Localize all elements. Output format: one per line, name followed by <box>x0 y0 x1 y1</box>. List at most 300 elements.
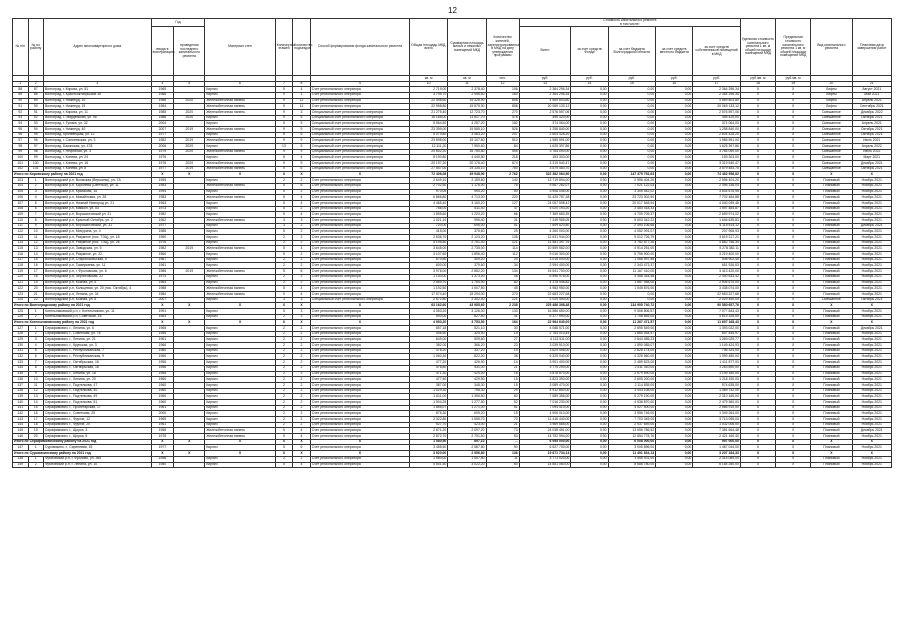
table-cell: 0,00 <box>656 439 693 445</box>
table-cell: Кирпич <box>205 314 275 320</box>
table-cell: Волгоград, г. Нижнеуд. 40 <box>44 126 152 132</box>
table-cell: Серафимович, г., Фрунзе, 12 <box>44 417 152 423</box>
table-cell: X <box>740 314 775 320</box>
table-cell: 0,00 <box>656 434 693 440</box>
table-cell: 2 937 659,00 <box>608 422 656 428</box>
table-cell: Кирпич <box>205 308 275 314</box>
table-cell: Волгоградский р-н, Ворошиловский, ул. 31 <box>44 223 152 229</box>
table-cell: 2 <box>275 371 293 377</box>
table-cell: 1 080,50 <box>410 439 448 445</box>
table-cell: 3 <box>28 189 44 195</box>
table-cell: 0,00 <box>608 144 656 150</box>
table-cell: 2 <box>293 331 311 337</box>
table-cell: 23 399,00 <box>410 126 448 132</box>
table-cell: 3 920,00 <box>410 451 448 457</box>
table-cell: 2 <box>275 422 293 428</box>
table-cell: X <box>776 115 811 121</box>
table-cell: 0,00 <box>656 451 693 457</box>
table-cell: 14 752 994,00 <box>519 434 571 440</box>
table-cell: 95 <box>13 126 29 132</box>
table-cell: Ноябрь 2021 <box>852 360 891 366</box>
table-cell: Смешанное <box>811 161 852 167</box>
table-cell: Специальный счет регионального оператора <box>310 109 409 115</box>
table-cell: 0,00 <box>571 314 608 320</box>
table-cell: 2 479 360,00 <box>693 399 741 405</box>
table-cell: 127 <box>13 326 29 332</box>
table-cell: 9 <box>275 92 293 98</box>
table-cell: 38 <box>486 354 519 360</box>
header-number-21: 21 <box>852 81 891 87</box>
table-cell: X <box>740 365 775 371</box>
table-cell: 88 <box>28 92 44 98</box>
table-cell: 1988 <box>151 115 174 121</box>
table-cell: 0,00 <box>571 104 608 110</box>
table-cell: Плановый <box>811 189 852 195</box>
table-cell: 1 758 665,00 <box>608 314 656 320</box>
table-cell: Кирпич <box>205 252 275 258</box>
table-cell: Ноябрь 2021 <box>852 178 891 184</box>
table-cell: 1982 <box>151 138 174 144</box>
table-cell: 22 958,80 <box>410 104 448 110</box>
table-cell: X <box>293 451 311 457</box>
table-cell: 0,00 <box>571 303 608 309</box>
table-cell: 0,00 <box>608 126 656 132</box>
table-cell: 5 <box>275 189 293 195</box>
table-cell: 0,00 <box>571 377 608 383</box>
table-cell: 20 069 133,12 <box>519 104 571 110</box>
table-cell: X <box>776 240 811 246</box>
table-cell: Плановый <box>811 223 852 229</box>
header-col-13: Всего <box>519 27 571 76</box>
table-cell <box>174 462 205 468</box>
table-cell: 1 895,60 <box>410 212 448 218</box>
table-cell: 2020 <box>174 115 205 121</box>
table-cell: X <box>740 92 775 98</box>
table-cell: 9 <box>275 126 293 132</box>
table-cell: 766,00 <box>410 206 448 212</box>
table-cell: 2 636,70 <box>410 235 448 241</box>
table-cell: 4 669 803,80 <box>693 98 741 104</box>
table-cell: Волгоград, г. Кирова, ул. 11 <box>44 109 152 115</box>
table-cell: 0,00 <box>608 297 656 303</box>
table-cell: 89 <box>28 98 44 104</box>
table-cell: 6 <box>293 183 311 189</box>
table-cell: Волгоград, г. Нефтяная, ул. 3 <box>44 149 152 155</box>
table-cell: Волгоградский р-н, Кольцевая, ул. 20 (пос. Октябрь), 4 <box>44 286 152 292</box>
table-cell: 0,00 <box>571 371 608 377</box>
header-number-4: 4 <box>151 81 174 87</box>
table-cell: 11 <box>486 456 519 462</box>
table-cell: 24 038 451,00 <box>519 428 571 434</box>
table-cell: 2 <box>293 263 311 269</box>
table-cell: 2 <box>275 263 293 269</box>
table-cell: 142 <box>13 411 29 417</box>
table-cell: 2 <box>275 354 293 360</box>
table-cell: 7 094 410,00 <box>519 405 571 411</box>
header-col-3: Адрес многоквартирного дома <box>44 19 152 76</box>
table-cell: 4 <box>293 212 311 218</box>
table-cell: X <box>776 297 811 303</box>
table-cell: Плановый <box>811 183 852 189</box>
header-number-12: 12 <box>486 81 519 87</box>
table-cell: 27 <box>486 337 519 343</box>
table-cell: 1 218 190,00 <box>693 377 741 383</box>
table-cell: 90 <box>13 98 29 104</box>
table-cell: 17 <box>28 417 44 423</box>
table-cell: 2 <box>293 382 311 388</box>
table-cell: Счет регионального оператора <box>310 98 409 104</box>
table-cell: 2 <box>275 240 293 246</box>
table-cell: Ноябрь 2021 <box>852 217 891 223</box>
table-cell: Ноябрь 2021 <box>852 434 891 440</box>
table-cell: 595 <box>486 149 519 155</box>
table-cell: X <box>205 303 275 309</box>
header-col-15: за счет бюджета Волгоградской области <box>608 27 656 76</box>
table-cell: X <box>740 212 775 218</box>
table-cell: 15 <box>28 257 44 263</box>
header-col-18: Удельная стоимость капитального ремонта 1 кв. м общей площади помещений МКД <box>740 19 775 76</box>
table-cell: 2 364 296,34 <box>519 92 571 98</box>
table-cell: 0,00 <box>656 240 693 246</box>
table-cell: 796 324,00 <box>693 348 741 354</box>
table-cell: X <box>776 104 811 110</box>
table-cell: 1 021,10 <box>410 217 448 223</box>
table-cell: Плановый <box>811 252 852 258</box>
header-col-20: Вид капитального ремонта <box>811 19 852 76</box>
table-cell: 7 016 230,00 <box>519 399 571 405</box>
table-cell: 0,00 <box>608 132 656 138</box>
table-cell: 4 052 091,07 <box>608 229 656 235</box>
table-cell: 3 976,00 <box>410 269 448 275</box>
table-cell: Апрель 2021 <box>852 121 891 127</box>
table-cell: Кирпич <box>205 121 275 127</box>
table-cell: X <box>776 132 811 138</box>
table-cell: 720,00 <box>410 223 448 229</box>
table-cell: 0,00 <box>656 87 693 93</box>
table-cell: 9 012 726,79 <box>608 235 656 241</box>
table-cell: 0,00 <box>656 417 693 423</box>
table-cell: 2 <box>275 405 293 411</box>
table-cell: 0,00 <box>656 280 693 286</box>
table-cell: Счет регионального оператора <box>310 422 409 428</box>
table-cell: 2 671,20 <box>410 428 448 434</box>
table-cell: Счет регионального оператора <box>310 291 409 297</box>
table-cell: Ноябрь 2021 <box>852 274 891 280</box>
table-cell: 3 <box>275 223 293 229</box>
table-cell: 0,00 <box>656 411 693 417</box>
table-cell: Апрель 2021 <box>852 98 891 104</box>
table-cell: 1965 <box>151 87 174 93</box>
table-cell: X <box>776 343 811 349</box>
table-cell: 0,00 <box>571 382 608 388</box>
table-cell: 1 985 591,00 <box>519 138 571 144</box>
table-cell: X <box>776 223 811 229</box>
table-cell: 50 <box>486 189 519 195</box>
table-cell: 1961 <box>151 422 174 428</box>
table-cell: 109 <box>13 212 29 218</box>
table-cell: 2 <box>293 280 311 286</box>
table-cell: Счет регионального оператора <box>310 240 409 246</box>
table-cell: 1958 <box>151 428 174 434</box>
table-cell: Серафимович, г., Щорса, 3 <box>44 428 152 434</box>
table-cell: 4 914 251,00 <box>608 246 656 252</box>
table-cell: 1961 <box>151 263 174 269</box>
table-cell: 4 <box>293 291 311 297</box>
table-cell: X <box>174 451 205 457</box>
table-cell: Счет регионального оператора <box>310 417 409 423</box>
table-cell: 7 589 355,00 <box>519 394 571 400</box>
table-cell: 51 <box>486 405 519 411</box>
table-cell: 5 <box>275 183 293 189</box>
table-cell: Плановый <box>811 235 852 241</box>
table-cell: 0,00 <box>571 365 608 371</box>
table-cell: 0,00 <box>656 200 693 206</box>
table-cell: Серафимович, г., Республиканская, 7 <box>44 348 152 354</box>
table-cell: 5 <box>275 246 293 252</box>
table-cell: Смешанное <box>811 149 852 155</box>
table-cell: 5 <box>28 348 44 354</box>
table-cell: 3 443 108,00 <box>608 388 656 394</box>
table-cell: 60 <box>486 394 519 400</box>
table-cell: 0,00 <box>571 126 608 132</box>
table-cell: Плановый <box>811 399 852 405</box>
table-cell: Лифты <box>811 104 852 110</box>
table-cell: 131 <box>13 348 29 354</box>
table-cell: 2 <box>275 417 293 423</box>
table-cell: 1960 <box>151 388 174 394</box>
table-cell: 1985 <box>151 269 174 275</box>
table-cell: 2 956,80 <box>448 451 486 457</box>
table-cell: 9 567 282,07 <box>519 183 571 189</box>
table-cell: 2 <box>293 229 311 235</box>
table-cell: 207 <box>486 132 519 138</box>
table-cell: 1959 <box>151 178 174 184</box>
table-cell: Счет регионального оператора <box>310 274 409 280</box>
table-cell: 997 000,00 <box>693 439 741 445</box>
table-cell: Волгоград, г. Тулака, ул. 32 <box>44 121 152 127</box>
table-cell: Декабрь 2022 <box>852 109 891 115</box>
table-cell: Железобетонная панель <box>205 126 275 132</box>
table-cell: 0,00 <box>656 360 693 366</box>
table-cell: 12 <box>28 240 44 246</box>
table-cell: 2 <box>293 189 311 195</box>
table-cell: X <box>776 172 811 178</box>
table-cell: 16 <box>486 371 519 377</box>
table-cell: X <box>310 320 409 326</box>
table-cell: 5 <box>275 132 293 138</box>
table-cell: 97 <box>13 138 29 144</box>
table-cell: Кирпич <box>205 132 275 138</box>
table-cell: 10 <box>28 229 44 235</box>
table-cell: 3 039 510,00 <box>519 343 571 349</box>
table-cell: 2 <box>293 405 311 411</box>
table-cell: 5 <box>293 115 311 121</box>
table-cell: Счет регионального оператора <box>310 456 409 462</box>
table-cell: 6 377 990,00 <box>519 314 571 320</box>
table-cell: 0,00 <box>656 428 693 434</box>
table-cell: 72 406,08 <box>410 172 448 178</box>
table-cell: 478 <box>486 115 519 121</box>
table-cell: X <box>205 451 275 457</box>
table-cell: 4 356 344,58 <box>608 274 656 280</box>
table-cell: 4 053,20 <box>410 308 448 314</box>
table-cell: 4 <box>293 434 311 440</box>
table-cell: Кирпич <box>205 445 275 451</box>
table-cell: 4 195,80 <box>410 240 448 246</box>
table-cell: 96 <box>28 138 44 144</box>
table-cell: 0,00 <box>656 161 693 167</box>
table-cell: 34 <box>486 263 519 269</box>
table-cell: Волгоградский р-н, Черниговская, 22 <box>44 274 152 280</box>
table-cell: Плановый <box>811 200 852 206</box>
table-cell: 148 <box>13 456 29 462</box>
table-cell: 135 <box>13 371 29 377</box>
table-cell: Октябрь 2021 <box>852 126 891 132</box>
table-cell: Волгоградский р-н, Мичурина, ул. 4 <box>44 229 152 235</box>
table-cell: 9 <box>28 223 44 229</box>
table-cell: X <box>776 257 811 263</box>
table-cell: X <box>776 149 811 155</box>
table-cell: Волгоградский р-н, Красный Октябрь, ул. 2 <box>44 217 152 223</box>
table-cell: Волгоград, г. Нижнеуд. 19 <box>44 104 152 110</box>
table-cell: 9 <box>275 115 293 121</box>
table-cell: 0,00 <box>571 274 608 280</box>
table-cell: Плановый <box>811 422 852 428</box>
header-col-2: № по району <box>28 19 44 76</box>
table-cell: 4 713,00 <box>448 195 486 201</box>
table-cell: 87 <box>28 87 44 93</box>
table-cell: 0,00 <box>571 308 608 314</box>
table-cell: 114 <box>13 240 29 246</box>
table-cell: 5 278 382,11 <box>693 246 741 252</box>
table-cell: Железобетонная панель <box>205 195 275 201</box>
header-col-6: Материал стен <box>205 19 275 76</box>
table-cell: 758,30 <box>448 388 486 394</box>
table-cell: 140 <box>486 178 519 184</box>
table-cell: Счет регионального оператора <box>310 405 409 411</box>
table-cell: 19 <box>28 280 44 286</box>
table-cell: 2 566 910,00 <box>693 405 741 411</box>
table-cell: 1984 <box>151 291 174 297</box>
table-cell: 70 <box>486 417 519 423</box>
table-cell: X <box>776 411 811 417</box>
table-cell: X <box>740 161 775 167</box>
table-cell: 13 656 786,52 <box>608 428 656 434</box>
table-cell: 2 576 597,06 <box>693 109 741 115</box>
table-cell: 14 <box>486 360 519 366</box>
table-cell: 0,00 <box>656 109 693 115</box>
table-cell: 0,00 <box>656 121 693 127</box>
table-cell: 2 <box>293 326 311 332</box>
table-cell: 0,00 <box>571 109 608 115</box>
table-cell: 0,00 <box>656 456 693 462</box>
table-cell: Железобетонная панель <box>205 434 275 440</box>
table-cell: X <box>740 371 775 377</box>
table-cell: 63 162,60 <box>410 303 448 309</box>
table-cell: 2 <box>275 365 293 371</box>
table-cell: 8 686 780,00 <box>608 462 656 468</box>
table-cell: 4 <box>293 155 311 161</box>
table-cell: 90 <box>486 445 519 451</box>
table-cell: 98 <box>13 144 29 150</box>
table-cell: Плановый <box>811 269 852 275</box>
table-cell: 1963 <box>151 314 174 320</box>
table-cell: 5 <box>275 286 293 292</box>
table-cell: Железобетонная панель <box>205 161 275 167</box>
header-number-3: 3 <box>44 81 152 87</box>
table-cell: 15 <box>486 377 519 383</box>
table-cell: X <box>740 434 775 440</box>
table-cell: 0,00 <box>656 314 693 320</box>
table-cell: 13 <box>275 144 293 150</box>
table-cell: 7 <box>28 212 44 218</box>
table-cell: 102 <box>13 166 29 172</box>
table-cell: 9 <box>28 371 44 377</box>
table-cell: X <box>740 223 775 229</box>
table-cell: 0,00 <box>608 109 656 115</box>
table-cell: Ноябрь 2021 <box>852 456 891 462</box>
table-cell: X <box>740 206 775 212</box>
table-cell: Счет регионального оператора <box>310 331 409 337</box>
table-cell: X <box>293 320 311 326</box>
table-cell: Счет регионального оператора <box>310 235 409 241</box>
table-cell: 4 619 325,00 <box>693 314 741 320</box>
table-cell: 146 <box>13 434 29 440</box>
table-cell: 122 <box>13 286 29 292</box>
table-cell: 0,00 <box>571 286 608 292</box>
table-cell: 127 <box>486 200 519 206</box>
table-cell: X <box>776 360 811 366</box>
header-number-5: 5 <box>174 81 205 87</box>
header-col-19: Предельная стоимость капитального ремонта 1 кв. м общей площади помещений МКД <box>776 19 811 76</box>
table-cell: 3 <box>293 217 311 223</box>
table-cell: 15 <box>486 411 519 417</box>
table-cell: 3 005 896,00 <box>608 445 656 451</box>
table-cell: Ноябрь 2021 <box>852 269 891 275</box>
table-cell: 375,60 <box>448 229 486 235</box>
table-cell: Плановый <box>811 377 852 383</box>
table-cell: 1967 <box>151 257 174 263</box>
table-cell: 0,00 <box>656 149 693 155</box>
table-cell: Счет регионального оператора <box>310 354 409 360</box>
table-cell: 24 134,10 <box>448 166 486 172</box>
table-cell: 133 <box>486 308 519 314</box>
table-cell: X <box>740 183 775 189</box>
table-cell: X <box>740 126 775 132</box>
table-cell: Серафимович, г., Ленина, ул. 6 <box>44 326 152 332</box>
table-cell: 0,00 <box>571 252 608 258</box>
table-cell: 0,00 <box>656 98 693 104</box>
table-cell: 3 319 540,47 <box>519 161 571 167</box>
table-cell: 2 302,40 <box>448 297 486 303</box>
table-cell: X <box>776 161 811 167</box>
table-cell: 20 176,40 <box>448 161 486 167</box>
table-cell: Кирпич <box>205 462 275 468</box>
table-cell: Ноябрь 2021 <box>852 183 891 189</box>
table-cell: 18 <box>28 422 44 428</box>
table-cell: Кирпич <box>205 92 275 98</box>
table-cell: 11 697 168,43 <box>693 320 741 326</box>
table-cell: 6 164 280,00 <box>693 462 741 468</box>
table-cell: Волгоградский р-н, Нижний Новгород ул. 21 <box>44 200 152 206</box>
table-cell: 0,00 <box>608 115 656 121</box>
table-cell: 75 <box>486 183 519 189</box>
table-cell: X <box>740 257 775 263</box>
table-cell: 22 683 227,68 <box>519 291 571 297</box>
table-cell: Ноябрь 2021 <box>852 365 891 371</box>
table-cell: 0,00 <box>571 121 608 127</box>
header-number-19: 19 <box>776 81 811 87</box>
